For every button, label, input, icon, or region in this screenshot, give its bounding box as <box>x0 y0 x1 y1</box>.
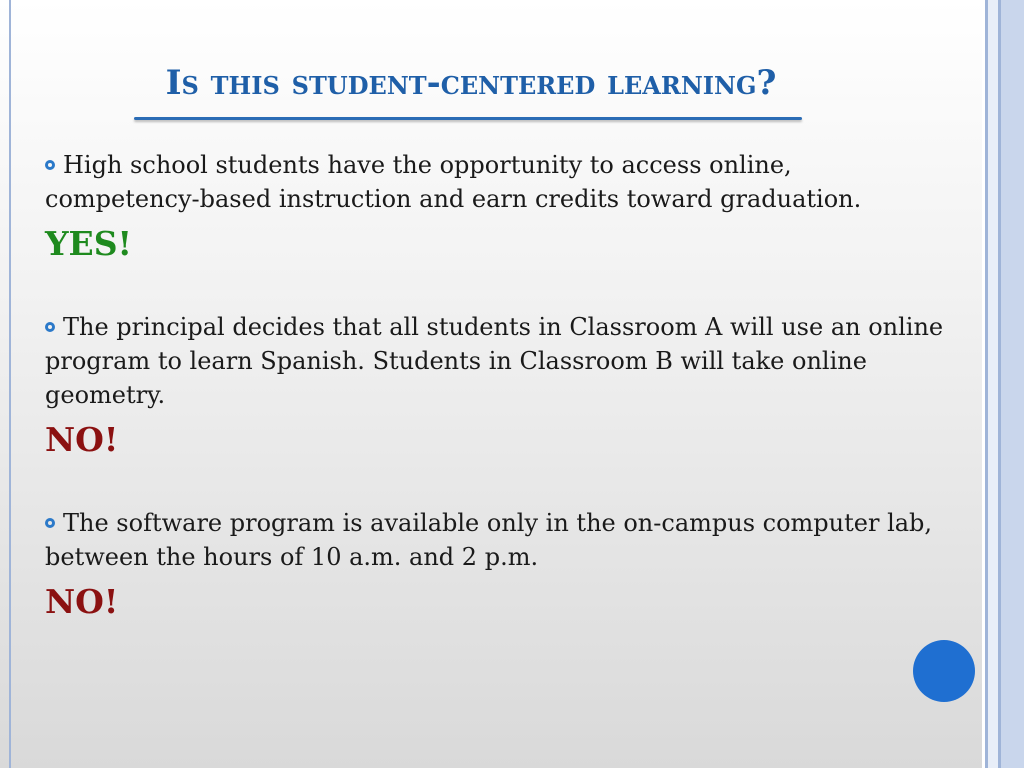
bullet-item-2 <box>45 310 945 412</box>
ring-bullet-icon <box>45 322 55 332</box>
bullet-item-3 <box>45 506 945 574</box>
slide-content <box>45 148 945 622</box>
answer-1: YES! <box>45 224 133 263</box>
left-frame-line <box>9 0 11 768</box>
ring-bullet-icon <box>45 518 55 528</box>
right-frame-border <box>982 0 1024 768</box>
bullet-item-1 <box>45 148 945 216</box>
decorative-circle <box>913 640 975 702</box>
title-underline <box>134 117 802 120</box>
bullet-text-1: High school students have the opportunity to access online, competency-based instruction and earn credits toward graduation. <box>45 151 862 213</box>
ring-bullet-icon <box>45 160 55 170</box>
answer-2: NO! <box>45 420 119 459</box>
slide-title: Is this student-centered learning? <box>165 63 777 103</box>
answer-3: NO! <box>45 582 119 621</box>
bullet-text-2: The principal decides that all students in Classroom A will use an online program to learn Spanish. Students in Classroom B will take online geometry. <box>45 313 944 409</box>
bullet-text-3: The software program is available only in the on-campus computer lab, between the hours of 10 a.m. and 2 p.m. <box>45 509 933 571</box>
